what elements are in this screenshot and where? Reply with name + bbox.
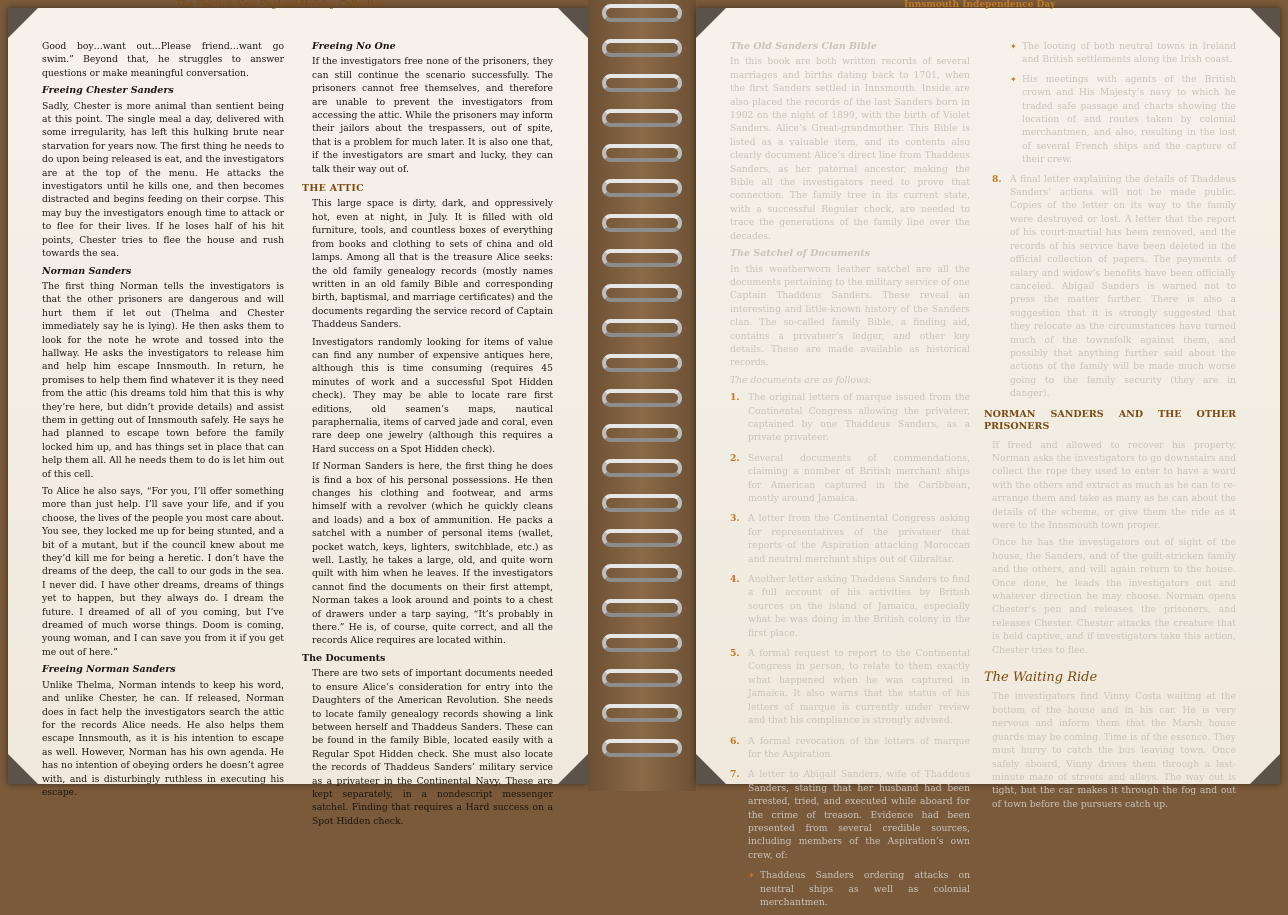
- spiral-ring: [602, 284, 682, 302]
- numbered-list: [730, 391, 970, 862]
- item-text: A final letter explaining the details of Thaddeus Sanders’ actions will not be made public. Copies of the letter on its way to the family were destroyed or lost. A letter that the report of his court-martial has been removed, and the records of his service have been deleted in the official collection of papers. The payments of salary and widow’s benefits have been officially canceled. Abigail Sanders is warned not to press the matter further. There is also a suggestion that it is strongly suggested that they relocate as the circumstances have turned much of the townsfolk against them, and possibly that anything further said about the actions of the family will be made much worse going to the family security (they are in danger).: [1010, 173, 1236, 400]
- section-heading: THE ATTIC: [302, 183, 364, 195]
- list-item: [730, 573, 970, 640]
- item-number: 2.: [730, 452, 740, 464]
- paragraph: There are two sets of important documents needed to ensure Alice’s consideration for entry into the Daughters of the American Revolution. She needs to locate family genealogy records showing a link between herself and Thaddeus Sanders. These can be found in the family Bible, located easily with a Regular Spot Hidden check. She must also locate the records of Thaddeus Sanders’ military service as a privateer in the Continental Navy. These are kept separately, in a nondescript messenger satchel. Finding that requires a Hard success on a Spot Hidden check.: [312, 668, 553, 827]
- paragraph: The investigators find Vinny Costa waiting at the bottom of the house and in his car. He is very nervous and inform them that the Marsh house guards may be coming. Time is of the essence. They must hurry to catch the bus leaving town. Once safely aboard, Vinny drives them through a last-minute maze of streets and alleys. The way out is tight, but the car makes it through the fog and out of town before the pursuers catch up.: [992, 691, 1236, 810]
- paragraph: In this weatherworn leather satchel are all the documents pertaining to the military service of one Captain Thaddeus Sanders. These reveal an interesting and little-known history of the Sanders clan. The so-called family Bible, a finding aid, contains a privateer’s ledger, and other key details. These are made available as historical records.: [730, 263, 970, 369]
- right-column-2: [984, 40, 1236, 815]
- right-column-1: [730, 40, 970, 915]
- running-head: Innsmouth Independence Day: [904, 0, 1056, 10]
- star-bullet-icon: ✦: [1010, 74, 1017, 84]
- corner-ornament: [1250, 8, 1280, 38]
- item-text: The original letters of marque issued from the Continental Congress allowing the privateer, captained by one Thaddeus Sanders, as a private privateer.: [748, 392, 970, 444]
- subhead: Freeing No One: [312, 41, 396, 52]
- intro-quote: Good boy…want out…Please friend…want go swim.” Beyond that, he struggles to answer questions or make meaningful conversation.: [42, 41, 284, 79]
- left-column-2: [302, 40, 553, 832]
- corner-ornament: [558, 754, 588, 784]
- paragraph: Investigators randomly looking for items of value can find any number of expensive antiques here, although this is time consuming (requires 45 minutes of work and a successful Spot Hidden check). They may be able to locate rare first editions, old seamen’s maps, nautical paraphernalia, items of carved jade and coral, even rare deep one jewelry (although this requires a Hard success on a Spot Hidden check).: [312, 336, 553, 455]
- corner-ornament: [1250, 754, 1280, 784]
- right-page: [696, 0, 1280, 908]
- spiral-binding: [588, 0, 696, 791]
- star-bullet-icon: ✦: [748, 871, 755, 881]
- paragraph: To Alice he also says, “For you, I’ll offer something more than just help. I’ll save your life, and if you choose, the lives of the people you most care about. You see, they locked me up for being stunted, and a bit of a mutant, but if the council knew about me they’d kill me for being a heretic. I don’t have the dreams of the deep, the call to our gods in the sea. I never did. I have other dreams, dreams of things yet to happen, but they always do. I dream the future. I dreamed of all of you coming, but I’ve dreamed of much worse things. Doom is coming, young woman, and I can save you from it if you get me out of here.”: [42, 486, 284, 658]
- item-number: 3.: [730, 513, 740, 525]
- star-bullet-icon: ✦: [1010, 42, 1017, 51]
- spiral-ring: [602, 389, 682, 407]
- paragraph: In this book are both written records of several marriages and births dating back to 1701, when the first Sanders settled in Innsmouth. Inside are also placed the records of the last Sanders born in 1902 on the night of 1899, with the birth of Violet Sanders. Alice’s Great-grandmother. This Bible is listed as a valuable item, and its contents also clearly document Alice’s direct line from Thaddeus Sanders, as her paternal ancestor, making the Bible all the investigators need to prove that connection. The family tree in its current state, with a successful Regular check, are needed to trace the generations of the family line over the decades.: [730, 56, 970, 242]
- list-item: [730, 647, 970, 727]
- list-item: [730, 735, 970, 762]
- corner-ornament: [8, 8, 38, 38]
- item-number: 7.: [730, 769, 740, 781]
- corner-ornament: [8, 754, 38, 784]
- spiral-ring: [602, 4, 682, 22]
- spiral-ring: [602, 564, 682, 582]
- bullet-list: [730, 869, 970, 909]
- bullet-item: [1010, 40, 1236, 67]
- paragraph: Unlike Thelma, Norman intends to keep his word, and unlike Chester, he can. If released, Norman does in fact help the investigators search the attic for the records Alice needs. He also helps them escape Innsmouth, as it is his intention to escape as well. However, Norman has his own agenda. He has no intention of obeying orders he doesn’t agree with, and is disturbingly ruthless in executing his escape.: [42, 679, 284, 798]
- spiral-ring: [602, 529, 682, 547]
- subsection-heading: The Documents: [302, 652, 386, 664]
- spiral-ring: [602, 459, 682, 477]
- bullet-text: The looting of both neutral towns in Ireland and British settlements along the Irish coast.: [1022, 41, 1236, 66]
- list-item: [730, 391, 970, 445]
- spiral-ring: [602, 354, 682, 372]
- list-item: [730, 768, 970, 862]
- bullet-item: [1010, 73, 1236, 167]
- item-text: Several documents of commendations, claiming a number of British merchant ships for American captured in the Caribbean, mostly around Jamaica.: [748, 452, 970, 504]
- list-intro: The documents are as follows:: [730, 374, 872, 386]
- spiral-ring: [602, 494, 682, 512]
- item-number: 8.: [992, 173, 1002, 185]
- spiral-ring: [602, 179, 682, 197]
- list-item: [730, 512, 970, 566]
- spiral-ring: [602, 109, 682, 127]
- spiral-ring: [602, 74, 682, 92]
- item-text: Another letter asking Thaddeus Sanders to find a full account of his activities by British sources on the island of Jamaica, especially what he was doing in the British colony in the first place.: [748, 574, 970, 639]
- spiral-ring: [602, 669, 682, 687]
- item-text: A formal revocation of the letters of marque for the Aspiration.: [748, 735, 970, 760]
- paragraph: Once he has the investigators out of sight of the house, the Sanders, and of the guilt-stricken family and the others, and will again return to the house. Once done, he leads the investigators out and whatever direction he may choose. Norman opens Chester’s pen and releases the prisoners, and releases Chester. Chester attacks the creature that is held captive, and if investigators take this action, Chester tries to flee.: [992, 537, 1236, 656]
- spiral-ring: [602, 634, 682, 652]
- left-page: [8, 0, 588, 827]
- corner-ornament: [696, 8, 726, 38]
- running-head: The Eldritch New England Holiday Collection: [176, 0, 385, 10]
- left-column-1: [42, 40, 284, 803]
- spiral-ring: [602, 599, 682, 617]
- bullet-list: [992, 40, 1236, 167]
- list-item: [730, 452, 970, 506]
- spiral-ring: [602, 214, 682, 232]
- spiral-ring: [602, 704, 682, 722]
- spiral-ring: [602, 144, 682, 162]
- section-heading: The Waiting Ride: [984, 670, 1098, 686]
- item-number: 5.: [730, 648, 740, 660]
- paragraph: The first thing Norman tells the investigators is that the other prisoners are dangerous and will hurt them if let out (Thelma and Chester immediately say he is lying). He then asks them to look for the note he wrote and tossed into the hallway. He asks the investigators to release him and help him escape Innsmouth. In return, he promises to help them find whatever it is they need from the attic (his dreams told him that this is why they’re here, but didn’t provide details) and assist them in getting out of Innsmouth safely. He says he had planned to escape town before the family locked him up, and has things set in place that can help them all. All he needs them to do is let him out of this cell.: [42, 280, 284, 480]
- spiral-ring: [602, 39, 682, 57]
- item-number: 6.: [730, 735, 740, 747]
- spiral-ring: [602, 739, 682, 757]
- numbered-list: [992, 173, 1236, 401]
- item-number: 1.: [730, 392, 740, 404]
- item-number: 4.: [730, 574, 740, 586]
- paragraph: This large space is dirty, dark, and oppressively hot, even at night, in July. It is filled with old furniture, tools, and countless boxes of everything from books and clothing to sets of china and old lamps. Among all that is the treasure Alice seeks: the old family genealogy records (mostly names written in an old family Bible and corresponding birth, baptismal, and marriage certificates) and the documents regarding the service record of Captain Thaddeus Sanders.: [312, 198, 553, 331]
- subhead: Norman Sanders: [42, 265, 132, 277]
- spiral-ring: [602, 424, 682, 442]
- spiral-ring: [602, 249, 682, 267]
- spiral-ring: [602, 319, 682, 337]
- section-heading: NORMAN SANDERS AND THE OTHER PRISONERS: [984, 408, 1236, 432]
- corner-ornament: [558, 8, 588, 38]
- paragraph: If freed and allowed to recover his property, Norman asks the investigators to go downstairs and collect the rope they used to enter to have a word with the others and extract as much as he can to re-arrange them and take as many as he can about the details of the scheme, or give them the ride as it were to the Innsmouth town proper.: [992, 439, 1236, 531]
- item-text: A letter from the Continental Congress asking for representatives of the privateer that reports of the Aspiration attacking Moroccan and neutral merchant ships out of Gibraltar.: [748, 513, 970, 565]
- item-text: A letter to Abigail Sanders, wife of Thaddeus Sanders, stating that her husband had been arrested, tried, and executed while aboard for the crime of treason. Evidence had been presented from several credible sources, including members of the Aspiration’s own crew, of:: [748, 769, 970, 861]
- subhead: The Old Sanders Clan Bible: [730, 41, 877, 52]
- paragraph: Sadly, Chester is more animal than sentient being at this point. The single meal a day, delivered with some irregularity, has left this hulking brute near starvation for years now. The first thing he needs to do upon being released is eat, and the investigators are at the top of the menu. He attacks the investigators until he kills one, and then becomes distracted and begins feeding on their corpse. This may buy the investigators enough time to attack or to flee for their lives. If he loses half of his hit points, Chester tries to flee the house and rush towards the sea.: [42, 100, 284, 260]
- corner-ornament: [696, 754, 726, 784]
- paragraph: If Norman Sanders is here, the first thing he does is find a box of his personal possessions. He then changes his clothing and footwear, and arms himself with a revolver (which he quickly cleans and loads) and a box of ammunition. He packs a satchel with a number of personal items (wallet, pocket watch, keys, lighters, switchblade, etc.) as well. Lastly, he takes a large, old, and quite worn quilt with him when he leaves. If the investigators cannot find the documents on their first attempt, Norman takes a look around and points to a chest of drawers under a tarp saying, “It’s probably in there.” He is, of course, quite correct, and all the records Alice requires are located within.: [312, 461, 553, 647]
- subhead: Freeing Chester Sanders: [42, 85, 174, 97]
- subhead: The Satchel of Documents: [730, 248, 871, 260]
- paragraph: If the investigators free none of the prisoners, they can still continue the scenario successfully. The prisoners cannot free themselves, and therefore are unable to prevent the investigators from accessing the attic. While the prisoners may inform their jailors about the trespassers, out of spite, that is a problem for much later. It is also one that, if the investigators are smart and lucky, they can talk their way out of.: [312, 56, 553, 175]
- bullet-text: Thaddeus Sanders ordering attacks on neutral ships as well as colonial merchantmen.: [760, 870, 970, 908]
- subhead: Freeing Norman Sanders: [42, 664, 176, 676]
- bullet-item: [748, 869, 970, 909]
- bullet-text: His meetings with agents of the British crown and His Majesty’s navy to which he traded safe passage and charts showing the location of and routes taken by colonial merchantmen, and also, resulting in the lost of several French ships and the capture of their crew.: [1022, 73, 1236, 166]
- list-item: [992, 173, 1236, 401]
- item-text: A formal request to report to the Continental Congress in person, to relate to them exactly what happened when he was captured in Jamaica. It also warns that the status of his letters of marque is currently under review and that his compliance is strongly advised.: [748, 648, 970, 727]
